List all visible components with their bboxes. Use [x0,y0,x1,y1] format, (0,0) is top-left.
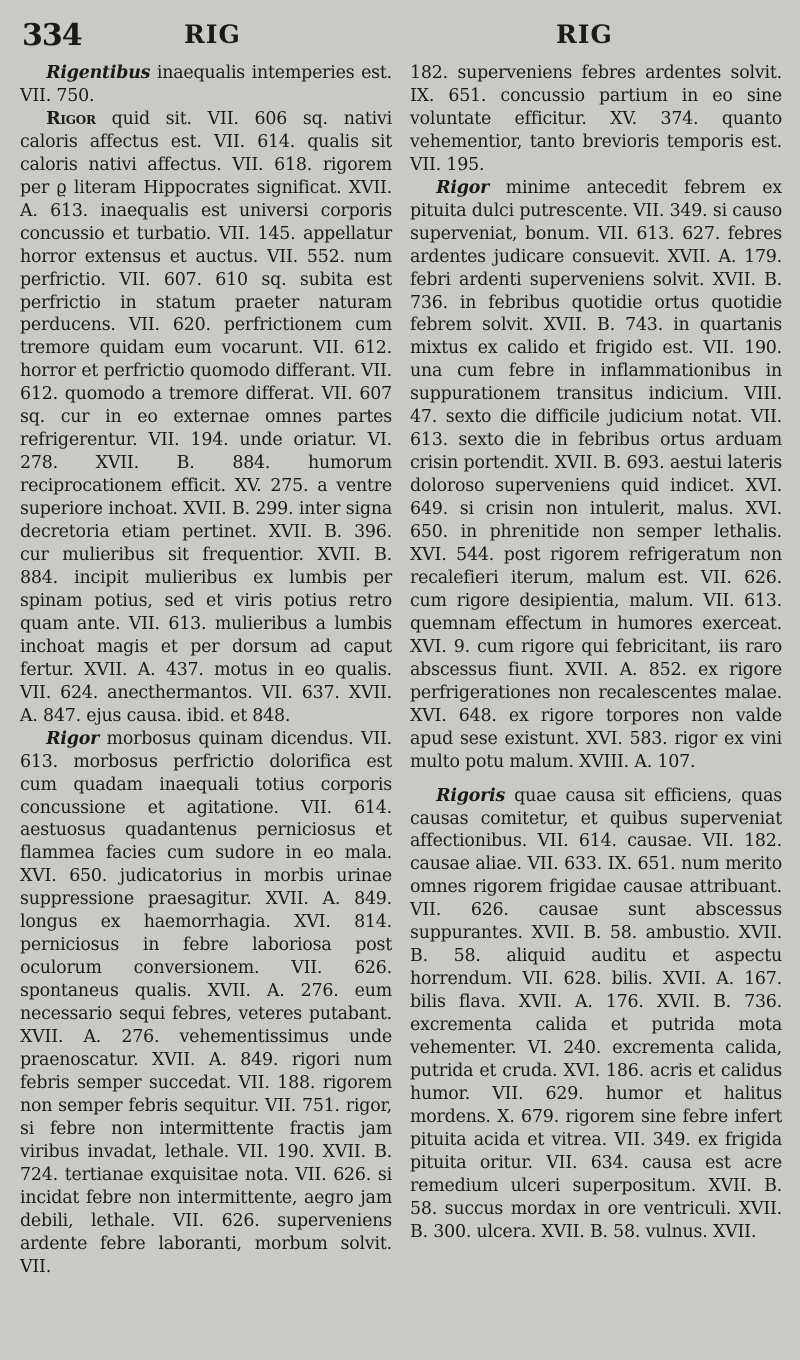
running-header [0,14,800,58]
right-headword: RIG [556,20,613,49]
index-entry [20,728,392,1279]
page-number: 334 [22,18,82,53]
left-headword: RIG [184,20,241,49]
left-column [20,62,392,1279]
entry-lemma: Rigor [46,108,96,129]
index-entry [20,62,392,108]
entry-lemma: Rigoris [436,785,506,806]
entry-text: quid sit. VII. 606 sq. nativi caloris affectus est. VII. 614. qualis sit caloris nativi affectus. VII. 618. rigorem per ϱ literam Hippocrates significat. XVII. A. 613. inaequalis est universi corporis concussio et turbatio. VII. 145. appellatur horror extensus et auctus. VII. 552. num perfrictio. VII. 607. 610 sq. subita est perfrictio in statum praeter naturam perducens. VII. 620. perfrictionem cum tremore quidam eum vocarunt. VII. 612. horror et perfrictio quomodo differant. VII. 612. quomodo a tremore differat. VII. 607 sq. cur in eo externae omnes partes refrigerentur. VII. 194. unde oriatur. VI. 278. XVII. B. 884. humorum reciprocationem efficit. XV. 275. a ventre superiore inchoat. XVII. B. 299. inter signa decretoria etiam pertinet. XVII. B. 396. cur mulieribus sit frequentior. XVII. B. 884. incipit mulieribus ex lumbis per spinam potius, sed et viris potius retro quam ante. VII. 613. mulieribus a lumbis inchoat magis et per dorsum ad caput fertur. XVII. A. 437. motus in eo qualis. VII. 624. anecthermantos. VII. 637. XVII. A. 847. ejus causa. ibid. et 848. [20,108,392,726]
right-column [410,62,782,1244]
index-entry [410,785,782,1244]
entry-text: 182. superveniens febres ardentes solvit. IX. 651. concussio partium in eo sine voluntate efficitur. XV. 374. quanto vehementior, tanto brevioris temporis est. VII. 195. [410,63,782,175]
entry-lemma: Rigor [436,177,490,198]
entry-text: minime antecedit febrem ex pituita dulci putrescente. VII. 349. si causo superveniat, bonum. VII. 613. 627. febres ardentes judicare consuevit. XVII. A. 179. febri ardenti superveniens solvit. XVII. B. 736. in febribus quotidie ortus quotidie febrem solvit. XVII. B. 743. in quartanis mixtus ex calido et frigido est. VII. 190. una cum febre in inflammationibus in suppurationem transitus indicium. VIII. 47. sexto die difficile judicium notat. VII. 613. sexto die in febribus ortus arduam crisin portendit. XVII. B. 693. aestui lateris doloroso superveniens quid indicet. XVI. 649. si crisin non intulerit, malus. XVI. 650. in phrenitide non semper lethalis. XVI. 544. post rigorem refrigeratum non recalefieri iterum, malum est. VII. 626. cum rigore desipientia, malum. VII. 613. quemnam effectum in humores exerceat. XVI. 9. cum rigore qui febricitant, iis raro abscessus fiunt. XVII. A. 852. ex rigore perfrigerationes non recalescentes malae. XVI. 648. ex rigore torpores non valde apud sese existunt. XVI. 583. rigor ex vini multo potu malum. XVIII. A. 107. [410,177,782,772]
entry-text: morbosus quinam dicendus. VII. 613. morbosus perfrictio dolorifica est cum quadam inaequali totius corporis concussione et agitatione. VII. 614. aestuosus quadantenus perniciosus et flammea facies cum sudore in eo mala. XVI. 650. judicatorius in morbis urinae suppressione praesagitur. XVII. A. 849. longus ex haemorrhagia. XVI. 814. perniciosus in febre laboriosa post oculorum conversionem. VII. 626. spontaneus qualis. XVII. A. 276. eum necessario sequi febres, veteres putabant. XVII. A. 276. vehementissimus unde praenoscatur. XVII. A. 849. rigori num febris semper succedat. VII. 188. rigorem non semper febris sequitur. VII. 751. rigor, si febre non intermittente fractis jam viribus invadat, lethale. VII. 190. XVII. B. 724. tertianae exquisitae nota. VII. 626. si incidat febre non intermittente, aegro jam debili, lethale. VII. 626. superveniens ardente febre laboranti, morbum solvit. VII. [20,728,392,1277]
entry-text: inaequalis intemperies est. VII. 750. [20,63,392,106]
entry-lemma: Rigor [46,728,100,749]
index-entry [20,108,392,728]
entry-lemma: Rigentibus [46,63,151,83]
index-entry [410,177,782,774]
entry-text: quae causa sit efficiens, quas causas comitetur, et quibus superveniat affectionibus. VII. 614. causae. VII. 182. causae aliae. VII. 633. IX. 651. num merito omnes rigorem frigidae causae attribuant. VII. 626. causae sunt abscessus suppurantes. XVII. B. 58. ambustio. XVII. B. 58. aliquid auditu et aspectu horrendum. VII. 628. bilis. XVII. A. 167. bilis flava. XVII. A. 176. XVII. B. 736. excrementa calida et putrida mota vehementer. VI. 240. excrementa calida, putrida et cruda. XVI. 186. acris et calidus humor. VII. 629. humor et halitus mordens. X. 679. rigorem sine febre infert pituita acida et vitrea. VII. 349. ex frigida pituita oritur. VII. 634. causa est acre remedium ulceri superpositum. XVII. B. 58. succus mordax in ore ventriculi. XVII. B. 300. ulcera. XVII. B. 58. vulnus. XVII. [410,785,782,1242]
index-entry-continued [410,62,782,177]
